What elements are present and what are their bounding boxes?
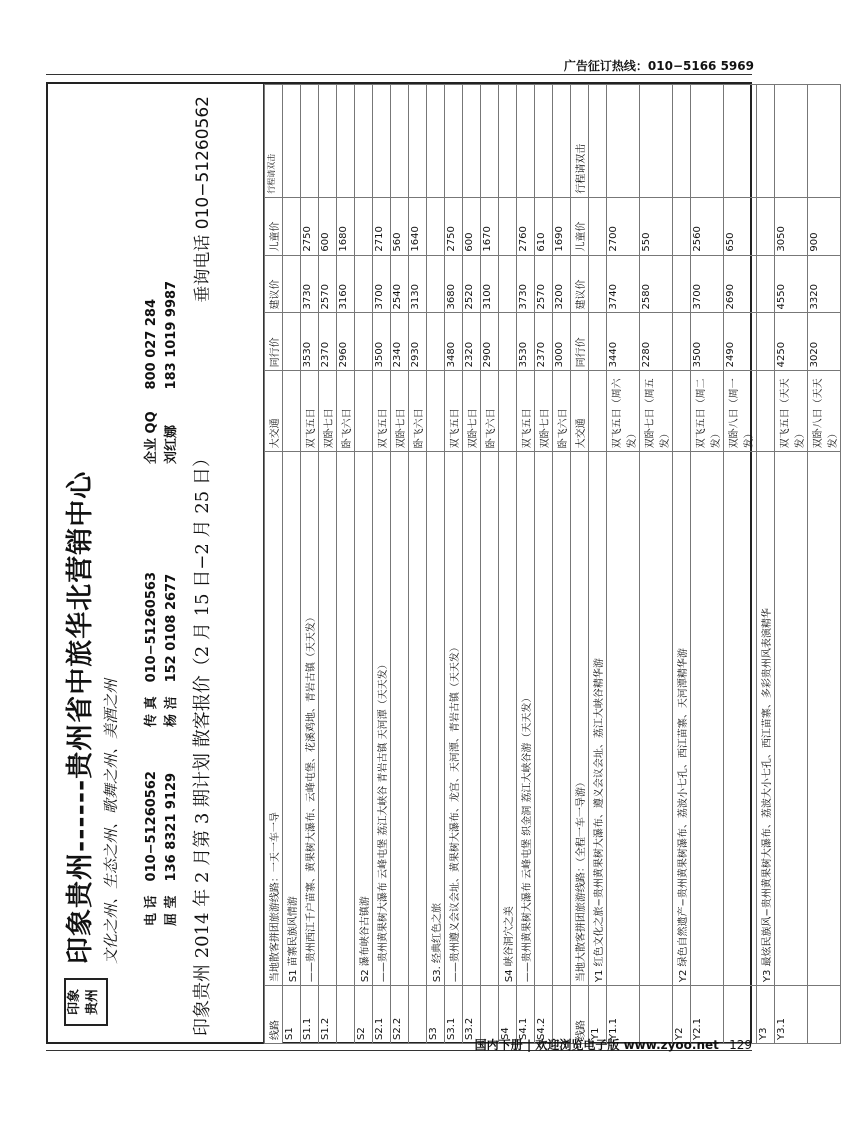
ad-frame [46,82,839,1044]
price-row [724,85,757,1044]
row-id [337,986,355,1044]
row-id: S4.2 [535,986,553,1044]
peer-price: 3000 [553,313,571,371]
traffic: 双卧七日 [463,371,481,452]
child-price: 1690 [553,197,571,255]
peer-price: 2490 [724,313,757,371]
child-price: 650 [724,197,757,255]
route-row [427,85,445,1044]
route-desc [535,452,553,986]
row-id: S3.2 [463,986,481,1044]
child-price: 560 [391,197,409,255]
suggest-price: 2540 [391,255,409,313]
child-price: 2760 [517,197,535,255]
route-desc: ——贵州黄果树大瀑布 云峰屯堡 织金洞 荔江大峡谷游（天天发） [517,452,535,986]
peer-price: 3440 [607,313,640,371]
child-price: 2560 [691,197,724,255]
suggest-price: 3320 [808,255,841,313]
row-id: Y3.1 [775,986,808,1044]
route-name: Y2 绿色自然遗产−贵州黄果树瀑布、荔波小七孔、西江苗寨、天河潭精华游 [673,452,691,986]
suggest-price: 2580 [640,255,673,313]
route-desc [319,452,337,986]
route-id: S3 [427,986,445,1044]
route-desc: ——贵州遵义会议会址、黄果树大瀑布、龙宫、天河潭、青岩古镇（天天发） [445,452,463,986]
traffic: 卧飞六日 [553,371,571,452]
suggest-price: 3730 [301,255,319,313]
price-row [409,85,427,1044]
footer: 国内下册 | 欢迎浏览电子版 www.zyoo.net 129 [474,1038,752,1052]
price-row [463,85,481,1044]
price-row [391,85,409,1044]
route-row [589,85,607,1044]
row-id [481,986,499,1044]
suggest-price: 3740 [607,255,640,313]
route-id: S2 [355,986,373,1044]
ad-hotline: 广告征订热线：010−5166 5969 [563,59,754,73]
child-price: 610 [535,197,553,255]
price-row [337,85,355,1044]
fax-number: 010−51260563 [144,572,159,683]
yang-mobile: 152 0108 2677 [164,573,179,683]
row-id: S1.1 [301,986,319,1044]
child-price: 2750 [301,197,319,255]
route-desc: ——贵州黄果树大瀑布 云峰屯堡 荔江大峡谷 青岩古镇 天河潭（天天发） [373,452,391,986]
child-price: 1640 [409,197,427,255]
contact-block: 电 话 010−51260562 传 真 010−51260563 屈 莹 136 8321 9129 杨 洁 152 0108 2677 [140,532,180,926]
rotated-content [48,84,839,1044]
suggest-price: 4550 [775,255,808,313]
row-id: S2.1 [373,986,391,1044]
traffic: 双卧七日 [319,371,337,452]
route-name: S3. 经典红色之旅 [427,452,445,986]
row-id [724,986,757,1044]
suggest-price: 3730 [517,255,535,313]
row-id: S3.1 [445,986,463,1044]
route-row [673,85,691,1044]
enquiry-phone: 垂询电话 010−51260562 [193,96,213,303]
peer-price: 3500 [691,313,724,371]
brand-logo: 印象 贵州 [64,978,108,1026]
price-row [445,85,463,1044]
route-id: S4 [499,986,517,1044]
suggest-price: 3130 [409,255,427,313]
traffic: 双卧七日 [535,371,553,452]
peer-price: 2930 [409,313,427,371]
suggest-price: 2570 [319,255,337,313]
price-row [640,85,673,1044]
row-id: Y2.1 [691,986,724,1044]
traffic: 双卧七日 [391,371,409,452]
price-row [319,85,337,1044]
peer-price: 2280 [640,313,673,371]
traffic: 双飞五日（周二发） [691,371,724,452]
peer-price: 2320 [463,313,481,371]
peer-price: 2900 [481,313,499,371]
suggest-price: 3700 [691,255,724,313]
peer-price: 2370 [535,313,553,371]
price-row [301,85,319,1044]
child-price: 900 [808,197,841,255]
row-id: S2.2 [391,986,409,1044]
traffic: 双卧八日（天天发） [808,371,841,452]
row-id [409,986,427,1044]
route-name: S4 峡谷洞穴之美 [499,452,517,986]
traffic: 双飞五日（周六发） [607,371,640,452]
row-id: Y1.1 [607,986,640,1044]
route-name: S1 苗寨民族风情游 [283,452,301,986]
price-row [553,85,571,1044]
price-row [517,85,535,1044]
route-desc [337,452,355,986]
route-desc [481,452,499,986]
ad-header [48,84,264,1044]
suggest-price: 3160 [337,255,355,313]
route-row [499,85,517,1044]
price-row [691,85,724,1044]
traffic: 双飞五日 [301,371,319,452]
price-row [808,85,841,1044]
peer-price: 4250 [775,313,808,371]
route-desc [391,452,409,986]
traffic: 双卧七日（周五发） [640,371,673,452]
main-title: 印象贵州------贵州省中旅华北营销中心 [65,470,96,964]
qq-number: 800 027 284 [144,299,159,390]
route-id: Y3 [757,986,775,1044]
traffic: 双卧八日（周一发） [724,371,757,452]
child-price: 1680 [337,197,355,255]
suggest-price: 2570 [535,255,553,313]
sub-title: 文化之州、生态之州、歌舞之州、美酒之州 [102,678,120,964]
qu-mobile: 136 8321 9129 [164,772,179,882]
traffic: 双飞五日 [373,371,391,452]
price-table: 线路 当地散客拼团旅游线路：一天一车一导 大交通 同行价 建议价 儿童价 行程请双击 S1 S1 苗寨民族风情游 S1.1 ——贵州西江千户苗寨、黄果树大瀑布、云峰屯堡、花溪鸡地、青岩古镇（天天发） 双飞五日 3530 3730 2750 S1.2 双卧七日 2370 2570 600 卧飞六日 2960 3160 1680 S2 S2 瀑布峡谷古镇游 S2.1 ——贵州黄果树大瀑布 云峰屯堡 荔江大峡谷 青岩古镇 天河潭（天天发） 双飞五日 3500 3700 2710 S2.2 双卧七日 2340 2540 560 卧飞六日 2930 3130 1640 S3 S3. 经典红色之旅 S3.1 ——贵州遵义会议会址、黄果树大瀑布、龙宫、天河潭、青岩古镇（天天发） 双飞五日 3480 3680 2750 S3.2 双卧七日 2320 2520 600 卧飞六日 2900 3100 1670 S4 S4 峡谷洞穴之美 S4.1 ——贵州黄果树大瀑布 云峰屯堡 织金洞 荔江大峡谷游（天天发） 双飞五日 3530 3730 2760 S4.2 双卧七日 2370 2570 610 卧飞六日 3000 3200 1690 线路 当地大散客拼团旅游线路：（全程一车一导游） 大交通 同行价 建议价 儿童价 行程请双击 Y1 Y1 红色文化之旅−贵州黄果树大瀑布、遵义会议会址、荔江大峡谷精华游 Y1.1 双飞五日（周六发） 3440 3740 2700 双卧七日（周五发） 2280 2580 550 Y2 Y2 绿色自然遗产−贵州黄果树瀑布、荔波小七孔、西江苗寨、天河潭精华游 Y2.1 双飞五日（周二发） 3500 3700 2560 双卧八日（周一发） 2490 2690 650 Y3 Y3 最炫民族风−贵州黄果树大瀑布、荔波大小七孔、西江苗寨、多彩贵州风表演精华 Y3.1 双飞五日（天天发） 4250 4550 3050 双卧八日（天天发） 3020 3320 900 [264,84,841,1044]
peer-price: 2370 [319,313,337,371]
route-desc [553,452,571,986]
phone-number: 010−51260562 [144,771,159,882]
suggest-price: 3680 [445,255,463,313]
price-row [775,85,808,1044]
traffic: 双飞五日（天天发） [775,371,808,452]
peer-price: 2960 [337,313,355,371]
route-name: Y3 最炫民族风−贵州黄果树大瀑布、荔波大小七孔、西江苗寨、多彩贵州风表演精华 [757,452,775,986]
peer-price: 3530 [301,313,319,371]
top-rule [46,74,752,75]
route-id: Y1 [589,986,607,1044]
price-row [607,85,640,1044]
price-row [481,85,499,1044]
child-price: 3050 [775,197,808,255]
peer-price: 3480 [445,313,463,371]
suggest-price: 3700 [373,255,391,313]
traffic: 卧飞六日 [409,371,427,452]
row-id: S1.2 [319,986,337,1044]
route-desc [463,452,481,986]
traffic: 卧飞六日 [337,371,355,452]
child-price: 550 [640,197,673,255]
route-row [757,85,775,1044]
peer-price: 3530 [517,313,535,371]
route-name: S2 瀑布峡谷古镇游 [355,452,373,986]
row-id [640,986,673,1044]
suggest-price: 3100 [481,255,499,313]
child-price: 2710 [373,197,391,255]
route-desc [409,452,427,986]
child-price: 2750 [445,197,463,255]
route-id: S1 [283,986,301,1044]
row-id [808,986,841,1044]
contact-block-b: 企业 QQ 800 027 284 刘红娜 183 1019 9987 [144,280,179,464]
traffic: 双飞五日 [517,371,535,452]
peer-price: 2340 [391,313,409,371]
row-id: S4.1 [517,986,535,1044]
traffic: 双飞五日 [445,371,463,452]
child-price: 600 [319,197,337,255]
suggest-price: 2690 [724,255,757,313]
route-id: Y2 [673,986,691,1044]
peer-price: 3500 [373,313,391,371]
route-row [283,85,301,1044]
route-desc: ——贵州西江千户苗寨、黄果树大瀑布、云峰屯堡、花溪鸡地、青岩古镇（天天发） [301,452,319,986]
row-id [553,986,571,1044]
child-price: 1670 [481,197,499,255]
plan-title: 印象贵州 2014 年 2 月第 3 期计划 散客报价（2 月 15 日−2 月 25 日） [192,449,213,1036]
suggest-price: 2520 [463,255,481,313]
price-row [373,85,391,1044]
route-name: Y1 红色文化之旅−贵州黄果树大瀑布、遵义会议会址、荔江大峡谷精华游 [589,452,607,986]
child-price: 600 [463,197,481,255]
child-price: 2700 [607,197,640,255]
page-number: 129 [729,1038,752,1052]
price-row [535,85,553,1044]
peer-price: 3020 [808,313,841,371]
suggest-price: 3200 [553,255,571,313]
traffic: 卧飞六日 [481,371,499,452]
route-row [355,85,373,1044]
liu-mobile: 183 1019 9987 [164,280,179,390]
